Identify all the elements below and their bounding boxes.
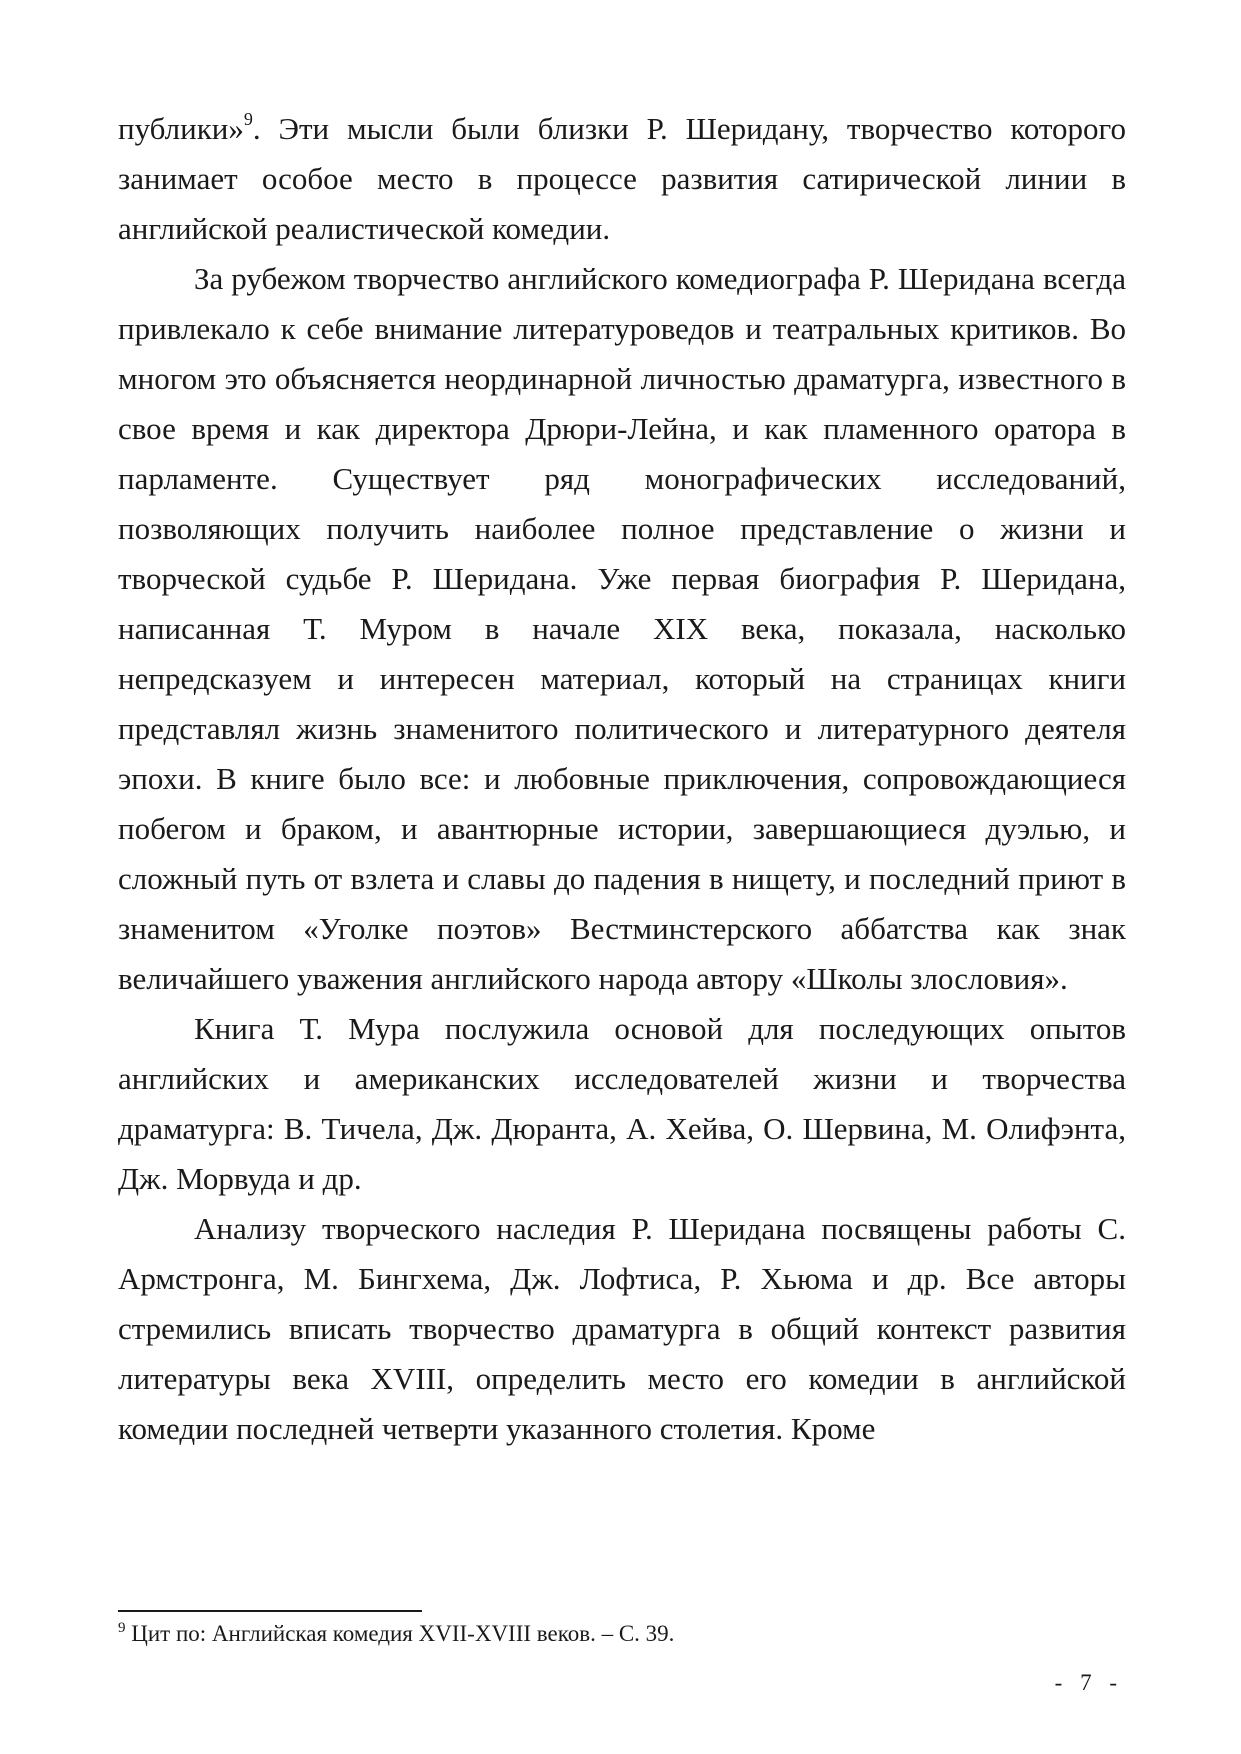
page-body <box>118 104 1126 1454</box>
page-number: - 7 - <box>1054 1670 1123 1695</box>
paragraph-analysis: Анализу творческого наследия Р. Шеридана посвящены работы С. Армстронга, М. Бингхема, Дж. Лофтиса, Р. Хьюма и др. Все авторы стремились вписать творчество драматурга в общий контекст развития литературы века XVIII, определить место его комедии в английской комедии последней четверти указанного столетия. Кроме <box>118 1211 1126 1446</box>
footnote <box>118 1619 1118 1649</box>
footnote-text: Цит по: Английская комедия XVII-XVIII веков. – С. 39. <box>125 1621 675 1646</box>
continuation-paragraph <box>118 104 1126 254</box>
paragraph-moore-book: Книга Т. Мура послужила основой для последующих опытов английских и американских исследователей жизни и творчества драматурга: В. Тичела, Дж. Дюранта, А. Хейва, О. Шервина, М. Олифэнта, Дж. Морвуда и др. <box>118 1011 1126 1196</box>
footnote-separator <box>118 1610 422 1612</box>
footnote-reference[interactable]: 9 <box>243 109 253 129</box>
continuation-before-ref: публики» <box>118 111 244 146</box>
paragraph-sheridan-biography: За рубежом творчество английского комедиографа Р. Шеридана всегда привлекало к себе внимание литературоведов и театральных критиков. Во многом это объясняется неординарной личностью драматурга, известного в свое время и как директора Дрюри-Лейна, и как пламенного оратора в парламенте. Существует ряд монографических исследований, позволяющих получить наиболее полное представление о жизни и творческой судьбе Р. Шеридана. Уже первая биография Р. Шеридана, написанная Т. Муром в начале XIX века, показала, насколько непредсказуем и интересен материал, который на страницах книги представлял жизнь знаменитого политического и литературного деятеля эпохи. В книге было все: и любовные приключения, сопровождающиеся побегом и браком, и авантюрные истории, завершающиеся дуэлью, и сложный путь от взлета и славы до падения в нищету, и последний приют в знаменитом «Уголке поэтов» Вестминстерского аббатства как знак величайшего уважения английского народа автору «Школы злословия». <box>118 261 1126 996</box>
continuation-after-ref: . Эти мысли были близки Р. Шеридану, творчество которого занимает особое место в процессе развития сатирической линии в английской реалистической комедии. <box>118 111 1126 246</box>
footnote-number: 9 <box>118 1620 126 1636</box>
